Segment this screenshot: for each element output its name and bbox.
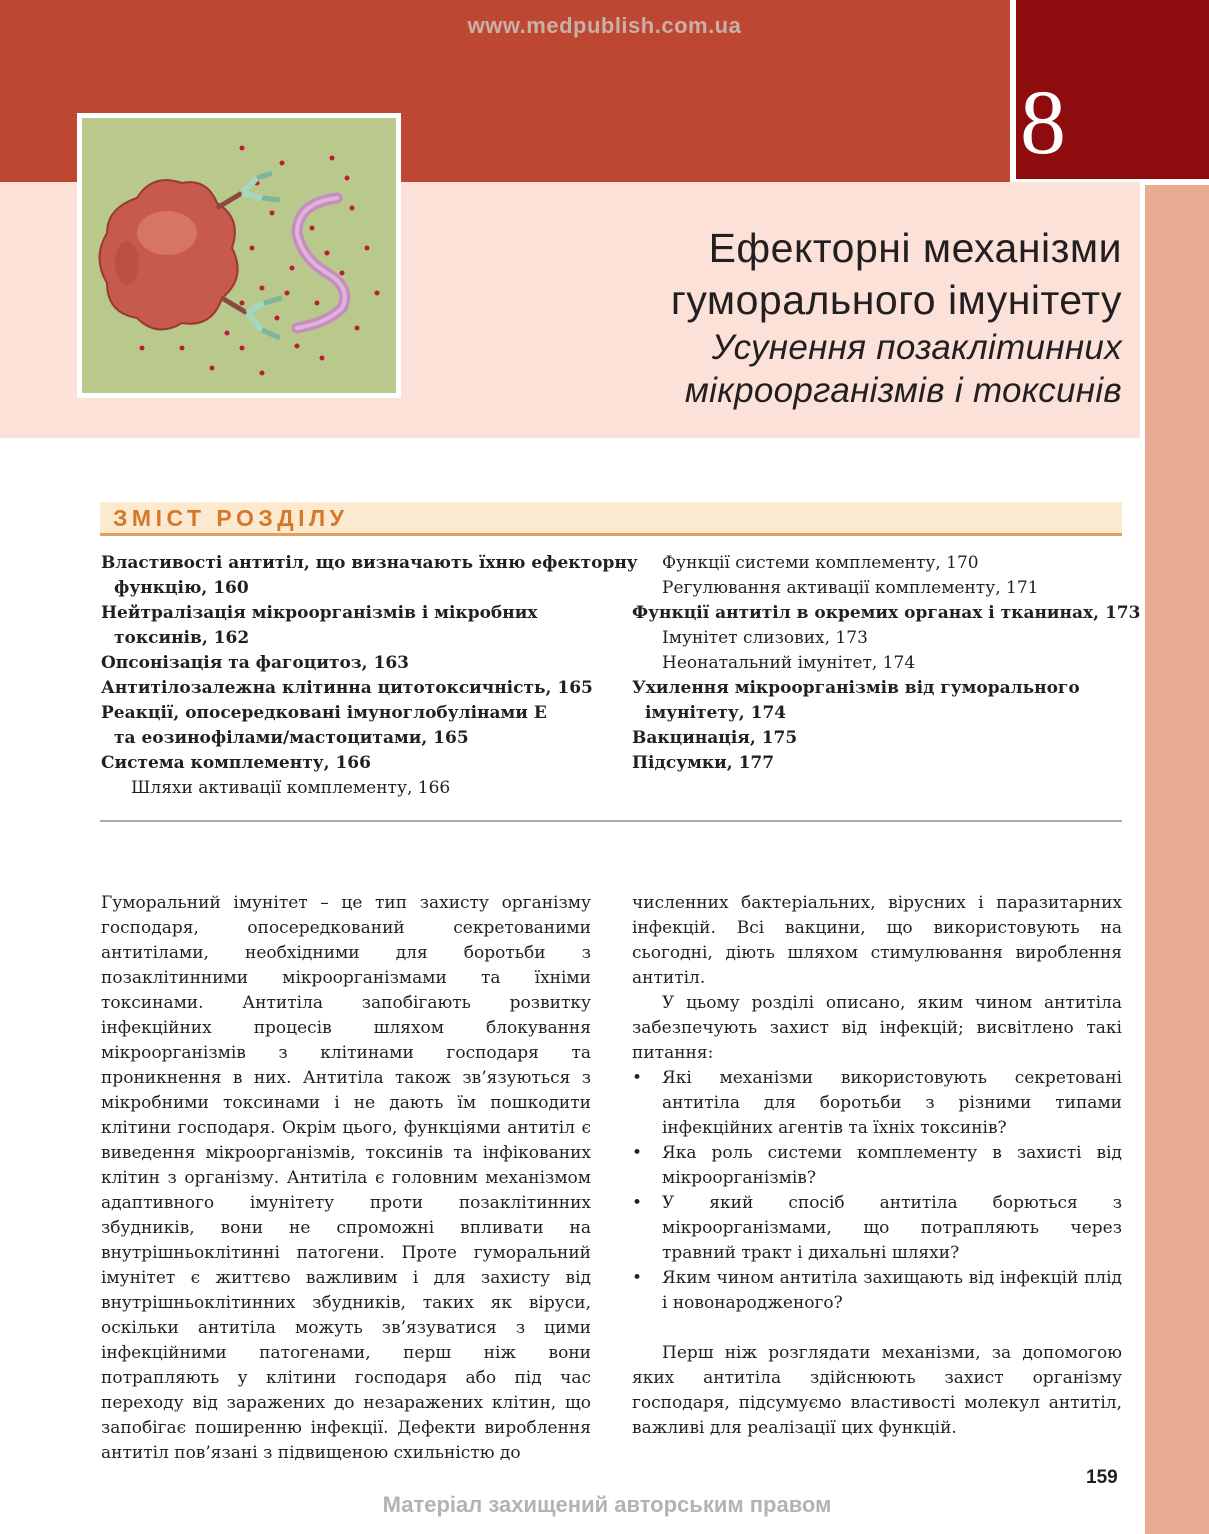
chapter-subtitle-line-1: Усунення позаклітинних	[711, 328, 1122, 367]
intro-paragraph: Гуморальний імунітет – це тип захисту організму господаря, опосередкований секретованими антитілами, необхідними для боротьби з позаклітинними мікроорганізмами та їхніми токсинами. Антитіла запобігають розвитку інфекційних процесів шляхом блокування мікроорганізмів з клітинами господаря та проникнення в них. Антитіла також зв’язуються з мікробними токсинами і не дають їм пошкодити клітини господаря. Окрім цього, функціями антитіл є виведення мікроорганізмів, токсинів та інфікованих клітин з організму. Антитіла є головним механізмом адаптивного імунітету проти позаклітинних збудників, вони не спроможні впливати на внутрішньоклітинні патогени. Проте гуморальний імунітет є життєво важливим і для захисту від внутрішньоклітинних збудників, таких як віруси, оскільки антитіла можуть зв’язуватися з цими інфекційними патогенами, перш ніж вони потрапляють у клітини господаря або під час переходу від заражених до незаражених клітин, що запобігає поширенню інфекції. Дефекти вироблення антитіл пов’язані з підвищеною схильністю до	[101, 893, 591, 1463]
chapter-title-line-1: Ефекторні механізми	[708, 225, 1122, 271]
contents-entry: Нейтралізація мікроорганізмів і мікробних	[101, 603, 538, 623]
contents-entry: Вакцинація, 175	[632, 728, 798, 748]
contents-entry: Регулювання активації комплементу, 171	[662, 578, 1039, 598]
site-watermark: www.medpublish.com.ua	[467, 13, 742, 38]
antibody-pathogen-illustration	[82, 118, 396, 393]
chapter-title-block	[422, 222, 1122, 412]
contents-entry: Підсумки, 177	[632, 753, 775, 773]
contents-entry: Функції системи комплементу, 170	[662, 553, 979, 573]
contents-entry: Імунітет слизових, 173	[662, 628, 868, 648]
chapter-number: 8	[1020, 71, 1066, 173]
copyright-watermark: Матеріал захищений авторським правом	[382, 1492, 832, 1517]
contents-entry: імунітету, 174	[645, 703, 787, 723]
contents-entry: Властивості антитіл, що визначають їхню ефекторну	[101, 553, 638, 573]
contents-entry: та еозинофілами/мастоцитами, 165	[114, 728, 469, 748]
page-number: 159	[1086, 1467, 1118, 1488]
contents-list-left	[101, 551, 638, 801]
bullet-icon: •	[632, 1193, 643, 1213]
side-strip	[1145, 185, 1209, 1534]
question-text: Які механізми використовують секретовані антитіла для боротьби з різними типами інфекційних агентів та їхніх токсинів?	[662, 1068, 1122, 1138]
question-text: Яким чином антитіла захищають від інфекцій плід і новонародженого?	[662, 1268, 1122, 1313]
contents-divider	[100, 820, 1122, 822]
contents-heading: ЗМІСТ РОЗДІЛУ	[113, 505, 349, 531]
contents-entry: Шляхи активації комплементу, 166	[131, 778, 451, 798]
contents-heading-bar	[100, 502, 1122, 536]
question-text: Яка роль системи комплементу в захисті від мікроорганізмів?	[662, 1143, 1122, 1188]
bullet-icon: •	[632, 1143, 643, 1163]
contents-entry: функцію, 160	[114, 578, 249, 598]
contents-entry: Неонатальний імунітет, 174	[662, 653, 916, 673]
question-list-item	[632, 1141, 1122, 1191]
bullet-icon: •	[632, 1268, 643, 1288]
contents-entry: Ухилення мікроорганізмів від гуморального	[632, 678, 1080, 698]
question-text: У який спосіб антитіла борються з мікроорганізмами, що потрапляють через травний тракт і дихальні шляхи?	[662, 1193, 1122, 1263]
question-list-item	[632, 1191, 1122, 1266]
contents-entry: Антитілозалежна клітинна цитотоксичність, 165	[101, 678, 593, 698]
closing-paragraph: Перш ніж розглядати механізми, за допомогою яких антитіла здійснюють захист організму господаря, підсумуємо властивості молекул антитіл, важливі для реалізації цих функцій.	[632, 1343, 1122, 1438]
contents-entry: Реакції, опосередковані імуноглобулінами E	[101, 703, 547, 723]
body-column-left	[101, 891, 591, 1466]
body-column-right	[632, 891, 1122, 1441]
contents-entry: Функції антитіл в окремих органах і тканинах, 173	[632, 603, 1141, 623]
chapter-overview-paragraph: У цьому розділі описано, яким чином антитіла забезпечують захист від інфекцій; висвітлено такі питання:	[632, 993, 1122, 1063]
contents-list-right	[632, 551, 1141, 776]
continuation-paragraph: численних бактеріальних, вірусних і паразитарних інфекцій. Всі вакцини, що використовують на сьогодні, діють шляхом стимулювання вироблення антитіл.	[632, 893, 1122, 988]
chapter-subtitle-line-2: мікроорганізмів і токсинів	[684, 371, 1122, 410]
chapter-illustration	[77, 113, 401, 398]
chapter-title-line-2: гуморального імунітету	[670, 277, 1122, 323]
bullet-icon: •	[632, 1068, 643, 1088]
contents-entry: токсинів, 162	[114, 628, 250, 648]
question-list-item	[632, 1066, 1122, 1141]
question-list-item	[632, 1266, 1122, 1316]
contents-entry: Опсонізація та фагоцитоз, 163	[101, 653, 409, 673]
contents-entry: Система комплементу, 166	[101, 753, 371, 773]
